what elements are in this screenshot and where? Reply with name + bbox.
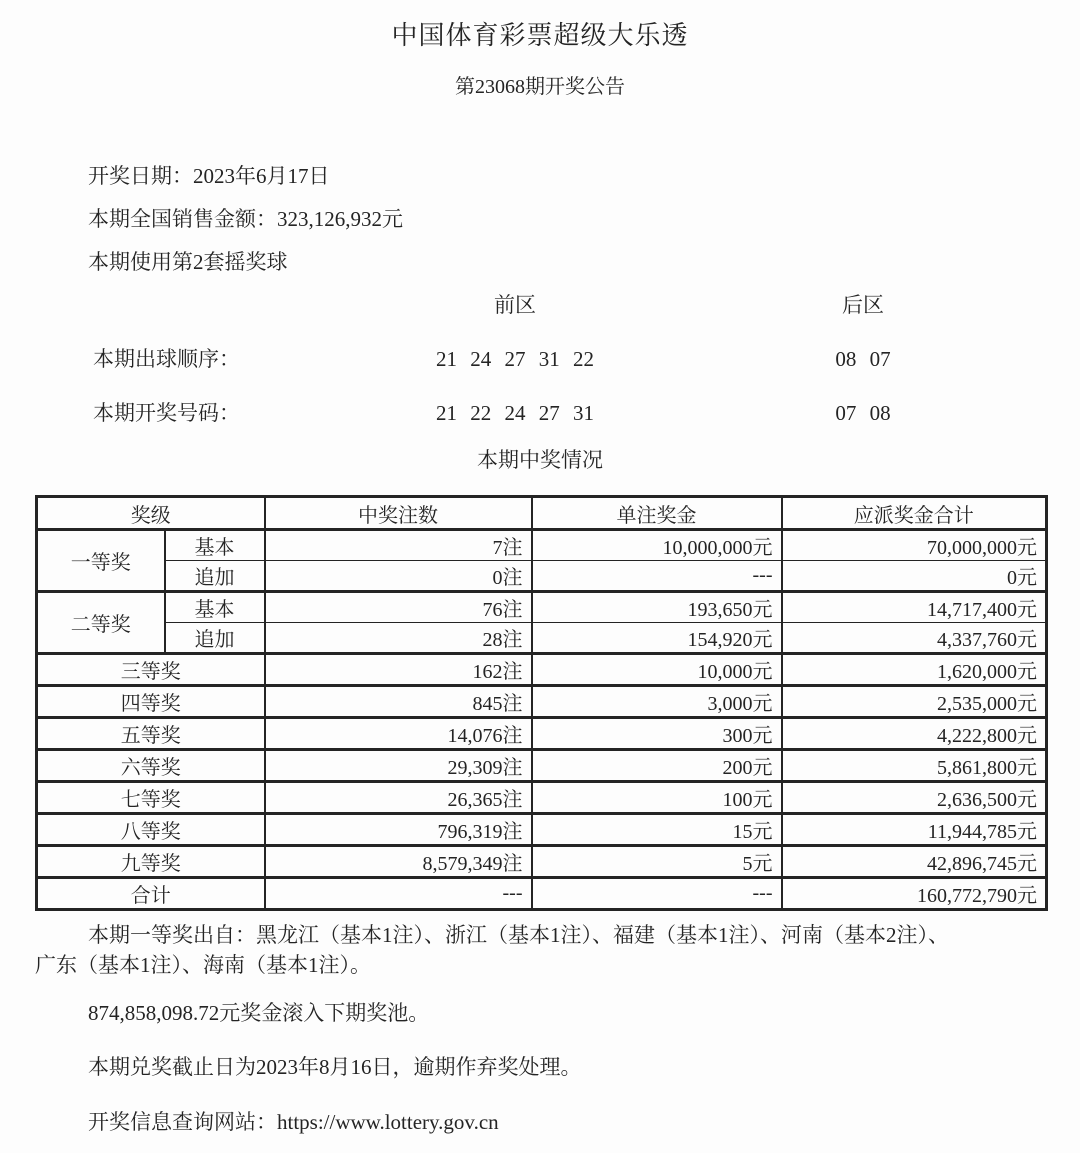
first-prize-origin-line-2: 广东（基本1注）、海南（基本1注）。 [35,953,371,977]
count-cell: 7注 [265,530,532,561]
draw-info-block [35,162,1045,276]
notes-section [35,920,1045,1137]
row-seventh-prize [37,782,1047,814]
type-cell: 基本 [165,530,265,561]
prize-table [35,495,1048,911]
row-fifth-prize [37,718,1047,750]
sequence-back-numbers: 08 07 [835,347,891,371]
winning-front-numbers: 21 22 24 27 31 [436,401,594,425]
row-first-prize-additional [37,561,1047,592]
single-prize-cell: 193,650元 [532,592,782,623]
col-header-count: 中奖注数 [265,497,532,530]
winning-row-label: 本期开奖号码： [93,401,240,425]
row-fourth-prize [37,686,1047,718]
level-cell: 六等奖 [37,750,265,782]
count-cell: 0注 [265,561,532,592]
total-prize-cell: 0元 [782,561,1047,592]
col-header-single-prize: 单注奖金 [532,497,782,530]
official-website-note: 开奖信息查询网站：https://www.lottery.gov.cn [88,1110,499,1134]
count-cell: 76注 [265,592,532,623]
count-cell: 14,076注 [265,718,532,750]
national-sales-line: 本期全国销售金额：323,126,932元 [88,207,403,231]
single-prize-cell: 3,000元 [532,686,782,718]
page-title: 中国体育彩票超级大乐透 [391,21,689,50]
level-cell: 四等奖 [37,686,265,718]
type-cell: 追加 [165,623,265,654]
prize-table-header-row [37,497,1047,530]
sequence-row-label: 本期出球顺序： [93,347,240,371]
level-cell: 一等奖 [37,530,165,592]
count-cell: --- [265,878,532,910]
row-eighth-prize [37,814,1047,846]
level-cell: 二等奖 [37,592,165,654]
single-prize-cell: 100元 [532,782,782,814]
total-prize-cell: 160,772,790元 [782,878,1047,910]
single-prize-cell: 15元 [532,814,782,846]
level-cell: 三等奖 [37,654,265,686]
single-prize-cell: 200元 [532,750,782,782]
single-prize-cell: --- [532,878,782,910]
col-header-total-prize: 应派奖金合计 [782,497,1047,530]
total-prize-cell: 4,222,800元 [782,718,1047,750]
rollover-note: 874,858,098.72元奖金滚入下期奖池。 [88,1001,430,1025]
level-cell: 五等奖 [37,718,265,750]
total-prize-cell: 1,620,000元 [782,654,1047,686]
row-second-prize-basic [37,592,1047,623]
level-cell: 合计 [37,878,265,910]
winning-back-numbers: 07 08 [835,401,891,425]
prize-table-title: 本期中奖情况 [477,448,603,472]
issue-subtitle: 第23068期开奖公告 [455,76,625,98]
total-prize-cell: 5,861,800元 [782,750,1047,782]
col-header-level: 奖级 [37,497,265,530]
zone-header-spacer [35,291,349,319]
redeem-deadline-note: 本期兑奖截止日为2023年8月16日，逾期作弃奖处理。 [88,1055,582,1079]
level-cell: 九等奖 [37,846,265,878]
count-cell: 845注 [265,686,532,718]
draw-numbers-section [35,291,1045,427]
level-cell: 七等奖 [37,782,265,814]
total-prize-cell: 4,337,760元 [782,623,1047,654]
draw-date-line: 开奖日期：2023年6月17日 [88,164,330,188]
count-cell: 29,309注 [265,750,532,782]
total-prize-cell: 2,535,000元 [782,686,1047,718]
count-cell: 162注 [265,654,532,686]
single-prize-cell: 10,000元 [532,654,782,686]
count-cell: 28注 [265,623,532,654]
count-cell: 8,579,349注 [265,846,532,878]
front-zone-header: 前区 [494,293,536,317]
single-prize-cell: 300元 [532,718,782,750]
row-sixth-prize [37,750,1047,782]
total-prize-cell: 11,944,785元 [782,814,1047,846]
type-cell: 追加 [165,561,265,592]
ball-set-line: 本期使用第2套摇奖球 [88,250,288,274]
back-zone-header: 后区 [842,293,884,317]
row-ninth-prize [37,846,1047,878]
sequence-front-numbers: 21 24 27 31 22 [436,347,594,371]
single-prize-cell: --- [532,561,782,592]
level-cell: 八等奖 [37,814,265,846]
total-prize-cell: 42,896,745元 [782,846,1047,878]
count-cell: 26,365注 [265,782,532,814]
first-prize-origin-line-1: 本期一等奖出自：黑龙江（基本1注）、浙江（基本1注）、福建（基本1注）、河南（基本2注）、 [88,923,949,947]
row-total [37,878,1047,910]
single-prize-cell: 154,920元 [532,623,782,654]
first-prize-origin-note [35,920,1045,980]
row-first-prize-basic [37,530,1047,561]
single-prize-cell: 5元 [532,846,782,878]
row-second-prize-additional [37,623,1047,654]
count-cell: 796,319注 [265,814,532,846]
row-third-prize [37,654,1047,686]
type-cell: 基本 [165,592,265,623]
total-prize-cell: 70,000,000元 [782,530,1047,561]
total-prize-cell: 14,717,400元 [782,592,1047,623]
total-prize-cell: 2,636,500元 [782,782,1047,814]
single-prize-cell: 10,000,000元 [532,530,782,561]
